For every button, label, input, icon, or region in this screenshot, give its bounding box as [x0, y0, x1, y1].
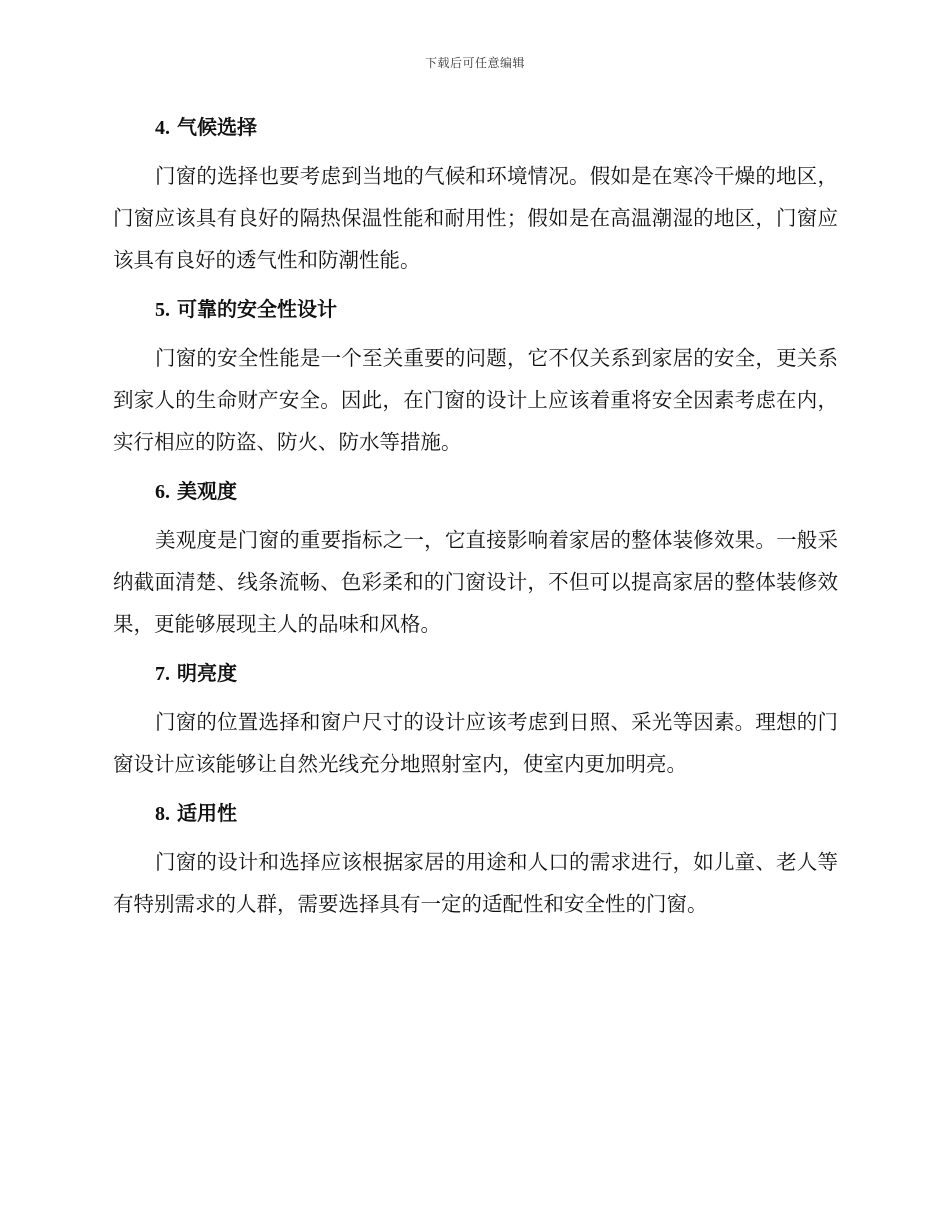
section-applicability [113, 798, 838, 925]
section-number: 6. [155, 481, 170, 503]
section-title: 气候选择 [176, 115, 257, 139]
section-brightness [113, 658, 838, 785]
document-body [113, 112, 838, 938]
section-paragraph: 门窗的安全性能是一个至关重要的问题，它不仅关系到家居的安全，更关系到家人的生命财产安全。因此，在门窗的设计上应该着重将安全因素考虑在内，实行相应的防盗、防火、防水等措施。 [113, 346, 838, 454]
section-paragraph: 门窗的位置选择和窗户尺寸的设计应该考虑到日照、采光等因素。理想的门窗设计应该能够让自然光线充分地照射室内，使室内更加明亮。 [113, 710, 838, 776]
section-heading [113, 294, 838, 325]
section-number: 7. [155, 663, 170, 685]
page-header: 下载后可任意编辑 [424, 56, 525, 70]
section-title: 美观度 [176, 479, 237, 503]
section-heading [113, 658, 838, 689]
section-aesthetics [113, 476, 838, 645]
section-title: 可靠的安全性设计 [176, 297, 337, 321]
section-number: 8. [155, 803, 170, 825]
section-heading [113, 112, 838, 143]
section-paragraph: 门窗的设计和选择应该根据家居的用途和人口的需求进行，如儿童、老人等有特别需求的人群，需要选择具有一定的适配性和安全性的门窗。 [113, 850, 838, 916]
section-number: 5. [155, 299, 170, 321]
section-title: 适用性 [176, 801, 237, 825]
section-paragraph: 美观度是门窗的重要指标之一，它直接影响着家居的整体装修效果。一般采纳截面清楚、线条流畅、色彩柔和的门窗设计，不但可以提高家居的整体装修效果，更能够展现主人的品味和风格。 [113, 528, 838, 636]
section-heading [113, 798, 838, 829]
section-paragraph: 门窗的选择也要考虑到当地的气候和环境情况。假如是在寒冷干燥的地区，门窗应该具有良好的隔热保温性能和耐用性；假如是在高温潮湿的地区，门窗应该具有良好的透气性和防潮性能。 [113, 164, 838, 272]
section-heading [113, 476, 838, 507]
section-safety [113, 294, 838, 463]
section-climate [113, 112, 838, 281]
section-title: 明亮度 [176, 661, 237, 685]
section-number: 4. [155, 117, 170, 139]
